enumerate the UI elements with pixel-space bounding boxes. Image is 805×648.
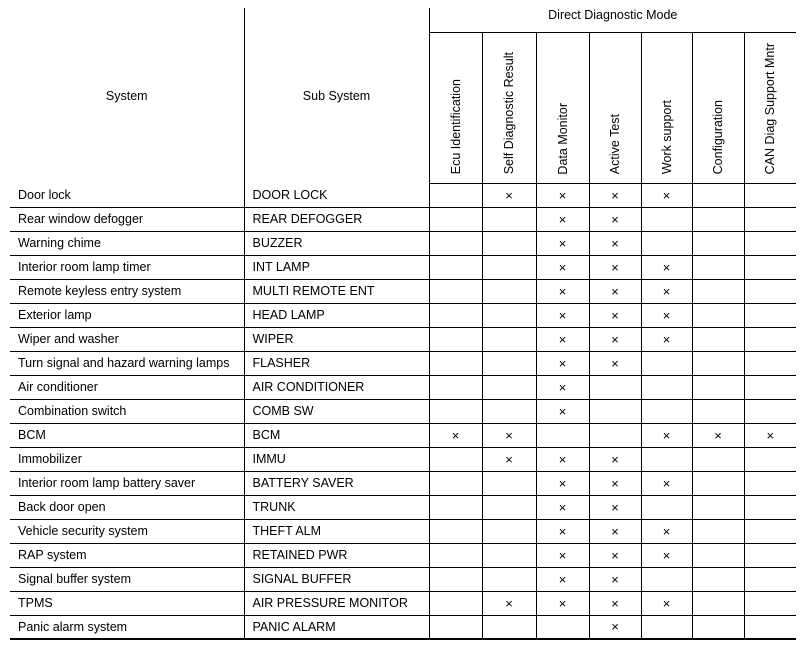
mode-mark-cell [429,279,482,303]
system-cell: Turn signal and hazard warning lamps [10,351,244,375]
mode-mark-cell: × [482,183,536,207]
mode-mark-cell [744,327,796,351]
mode-mark-cell: × [589,471,641,495]
mode-mark-cell [744,231,796,255]
sub-system-cell: AIR PRESSURE MONITOR [244,591,429,615]
mode-mark-cell [482,279,536,303]
mode-mark-cell [692,375,744,399]
mode-mark-cell: × [536,183,589,207]
sub-system-cell: PANIC ALARM [244,615,429,639]
mode-mark-cell [429,543,482,567]
system-cell: Air conditioner [10,375,244,399]
mode-mark-cell: × [536,519,589,543]
system-cell: Warning chime [10,231,244,255]
mode-header-label: CAN Diag Support Mntr [763,43,778,175]
mode-header-label: Active Test [608,114,622,175]
mode-mark-cell: × [589,495,641,519]
sub-system-cell: MULTI REMOTE ENT [244,279,429,303]
table-row [10,255,796,279]
mode-mark-cell [429,447,482,471]
mode-mark-cell [692,279,744,303]
mode-mark-cell [692,183,744,207]
mode-mark-cell: × [641,423,692,447]
mode-mark-cell [482,351,536,375]
mode-mark-cell: × [536,471,589,495]
mode-mark-cell: × [589,231,641,255]
mode-mark-cell [692,447,744,471]
sub-system-cell: REAR DEFOGGER [244,207,429,231]
mode-mark-cell [482,207,536,231]
table-row [10,231,796,255]
mode-mark-cell [692,567,744,591]
mode-mark-cell [744,567,796,591]
mode-mark-cell: × [589,351,641,375]
mode-mark-cell [692,591,744,615]
mode-mark-cell: × [536,567,589,591]
table-row [10,519,796,543]
mode-mark-cell: × [536,543,589,567]
table-row [10,567,796,591]
mode-mark-cell [482,519,536,543]
mode-mark-cell: × [641,543,692,567]
mode-header-active-test [589,32,641,183]
mode-mark-cell [744,543,796,567]
mode-mark-cell [744,615,796,639]
sub-system-cell: AIR CONDITIONER [244,375,429,399]
mode-mark-cell: × [589,615,641,639]
mode-mark-cell: × [536,447,589,471]
mode-mark-cell: × [692,423,744,447]
system-cell: Wiper and washer [10,327,244,351]
system-cell: Signal buffer system [10,567,244,591]
mode-mark-cell [641,375,692,399]
mode-mark-cell [589,399,641,423]
mode-header-label: Data Monitor [555,102,570,175]
sub-system-cell: INT LAMP [244,255,429,279]
sub-system-cell: BCM [244,423,429,447]
mode-mark-cell: × [641,327,692,351]
mode-mark-cell [589,423,641,447]
mode-mark-cell: × [641,591,692,615]
mode-mark-cell [482,567,536,591]
table-row [10,327,796,351]
table-row [10,423,796,447]
mode-mark-cell [692,543,744,567]
mode-mark-cell [589,375,641,399]
mode-mark-cell [744,303,796,327]
mode-mark-cell: × [536,255,589,279]
mode-mark-cell [429,375,482,399]
mode-mark-cell [744,279,796,303]
table-row [10,207,796,231]
mode-mark-cell: × [589,543,641,567]
system-cell: TPMS [10,591,244,615]
mode-mark-cell [482,471,536,495]
system-cell: Exterior lamp [10,303,244,327]
mode-mark-cell [744,207,796,231]
table-row [10,399,796,423]
mode-mark-cell [429,327,482,351]
mode-mark-cell: × [482,591,536,615]
mode-mark-cell [536,423,589,447]
mode-mark-cell [482,543,536,567]
mode-mark-cell: × [589,327,641,351]
table-row [10,183,796,207]
mode-header-label: Configuration [711,100,725,175]
mode-mark-cell [692,519,744,543]
sub-system-cell: IMMU [244,447,429,471]
system-cell: Remote keyless entry system [10,279,244,303]
mode-mark-cell: × [536,207,589,231]
sub-system-cell: COMB SW [244,399,429,423]
mode-mark-cell [429,495,482,519]
mode-mark-cell: × [536,351,589,375]
mode-mark-cell: × [482,447,536,471]
mode-mark-cell [692,327,744,351]
system-cell: Panic alarm system [10,615,244,639]
table-row [10,351,796,375]
system-cell: Back door open [10,495,244,519]
table-row [10,279,796,303]
mode-mark-cell [429,303,482,327]
mode-mark-cell [641,351,692,375]
mode-header-label: Work support [659,100,674,175]
mode-mark-cell [744,351,796,375]
system-cell: Immobilizer [10,447,244,471]
mode-mark-cell [744,447,796,471]
system-cell: Combination switch [10,399,244,423]
sub-system-cell: THEFT ALM [244,519,429,543]
mode-mark-cell [641,615,692,639]
mode-mark-cell [692,231,744,255]
mode-mark-cell [692,615,744,639]
mode-mark-cell: × [641,303,692,327]
mode-mark-cell [744,399,796,423]
mode-mark-cell: × [589,567,641,591]
mode-header-label: Self Diagnostic Result [502,52,516,175]
sub-system-cell: TRUNK [244,495,429,519]
table-row [10,615,796,639]
sub-system-cell: RETAINED PWR [244,543,429,567]
mode-header-data-monitor [536,32,589,183]
mode-mark-cell [536,615,589,639]
table-row [10,495,796,519]
mode-mark-cell: × [536,591,589,615]
mode-mark-cell [482,615,536,639]
mode-mark-cell: × [589,207,641,231]
table-row [10,471,796,495]
mode-mark-cell [429,255,482,279]
mode-mark-cell [744,471,796,495]
mode-mark-cell: × [482,423,536,447]
mode-mark-cell: × [589,591,641,615]
system-cell: Interior room lamp battery saver [10,471,244,495]
table-body [10,183,796,639]
sub-system-column-header: Sub System [244,8,429,183]
mode-mark-cell [429,567,482,591]
mode-mark-cell [429,207,482,231]
mode-mark-cell [482,495,536,519]
mode-mark-cell [482,255,536,279]
mode-mark-cell [429,519,482,543]
system-column-header: System [105,88,148,103]
mode-mark-cell: × [536,327,589,351]
mode-mark-cell [482,231,536,255]
mode-mark-cell [482,303,536,327]
direct-diagnostic-mode-header: Direct Diagnostic Mode [429,8,796,32]
table-row [10,447,796,471]
mode-mark-cell: × [589,519,641,543]
mode-mark-cell [692,399,744,423]
system-cell: RAP system [10,543,244,567]
mode-mark-cell: × [589,183,641,207]
table-row [10,591,796,615]
mode-mark-cell [429,231,482,255]
system-cell: Rear window defogger [10,207,244,231]
mode-header-ecu-identification [429,32,482,183]
mode-mark-cell [641,207,692,231]
mode-mark-cell: × [641,255,692,279]
sub-system-cell: SIGNAL BUFFER [244,567,429,591]
mode-mark-cell [692,495,744,519]
mode-header-configuration [692,32,744,183]
sub-system-cell: FLASHER [244,351,429,375]
mode-mark-cell: × [536,303,589,327]
mode-mark-cell: × [536,399,589,423]
table-row [10,303,796,327]
mode-mark-cell: × [641,279,692,303]
mode-mark-cell: × [536,231,589,255]
table-row [10,543,796,567]
mode-header-self-diagnostic-result [482,32,536,183]
mode-header-label: Ecu Identification [448,79,463,175]
mode-mark-cell [744,255,796,279]
sub-system-cell: HEAD LAMP [244,303,429,327]
mode-mark-cell: × [429,423,482,447]
mode-mark-cell [744,495,796,519]
system-cell: Door lock [10,183,244,207]
mode-mark-cell [744,375,796,399]
mode-mark-cell: × [536,375,589,399]
mode-mark-cell [641,495,692,519]
mode-mark-cell [641,447,692,471]
sub-system-cell: BUZZER [244,231,429,255]
mode-mark-cell [482,399,536,423]
sub-system-cell: BATTERY SAVER [244,471,429,495]
table-header [10,8,796,183]
mode-mark-cell [692,471,744,495]
mode-mark-cell [692,303,744,327]
mode-mark-cell [744,519,796,543]
mode-mark-cell [692,351,744,375]
mode-mark-cell: × [589,255,641,279]
mode-mark-cell [641,567,692,591]
mode-mark-cell [429,351,482,375]
mode-mark-cell: × [641,471,692,495]
mode-mark-cell [692,255,744,279]
sub-system-cell: DOOR LOCK [244,183,429,207]
mode-mark-cell: × [589,279,641,303]
mode-mark-cell [641,399,692,423]
diagnostic-mode-table [10,8,796,640]
mode-mark-cell [641,231,692,255]
mode-mark-cell [429,471,482,495]
system-cell: Interior room lamp timer [10,255,244,279]
mode-mark-cell [744,183,796,207]
system-cell: BCM [10,423,244,447]
sub-system-cell: WIPER [244,327,429,351]
mode-mark-cell: × [641,519,692,543]
table-row [10,375,796,399]
mode-header-can-diag-support-mntr [744,32,796,183]
mode-mark-cell [482,327,536,351]
mode-mark-cell [429,615,482,639]
mode-mark-cell [744,591,796,615]
mode-mark-cell: × [536,279,589,303]
mode-mark-cell: × [589,447,641,471]
system-cell: Vehicle security system [10,519,244,543]
mode-mark-cell: × [744,423,796,447]
mode-mark-cell: × [536,495,589,519]
mode-header-work-support [641,32,692,183]
mode-mark-cell [429,591,482,615]
mode-mark-cell [429,183,482,207]
mode-mark-cell: × [589,303,641,327]
mode-mark-cell: × [641,183,692,207]
mode-mark-cell [692,207,744,231]
mode-mark-cell [482,375,536,399]
mode-mark-cell [429,399,482,423]
